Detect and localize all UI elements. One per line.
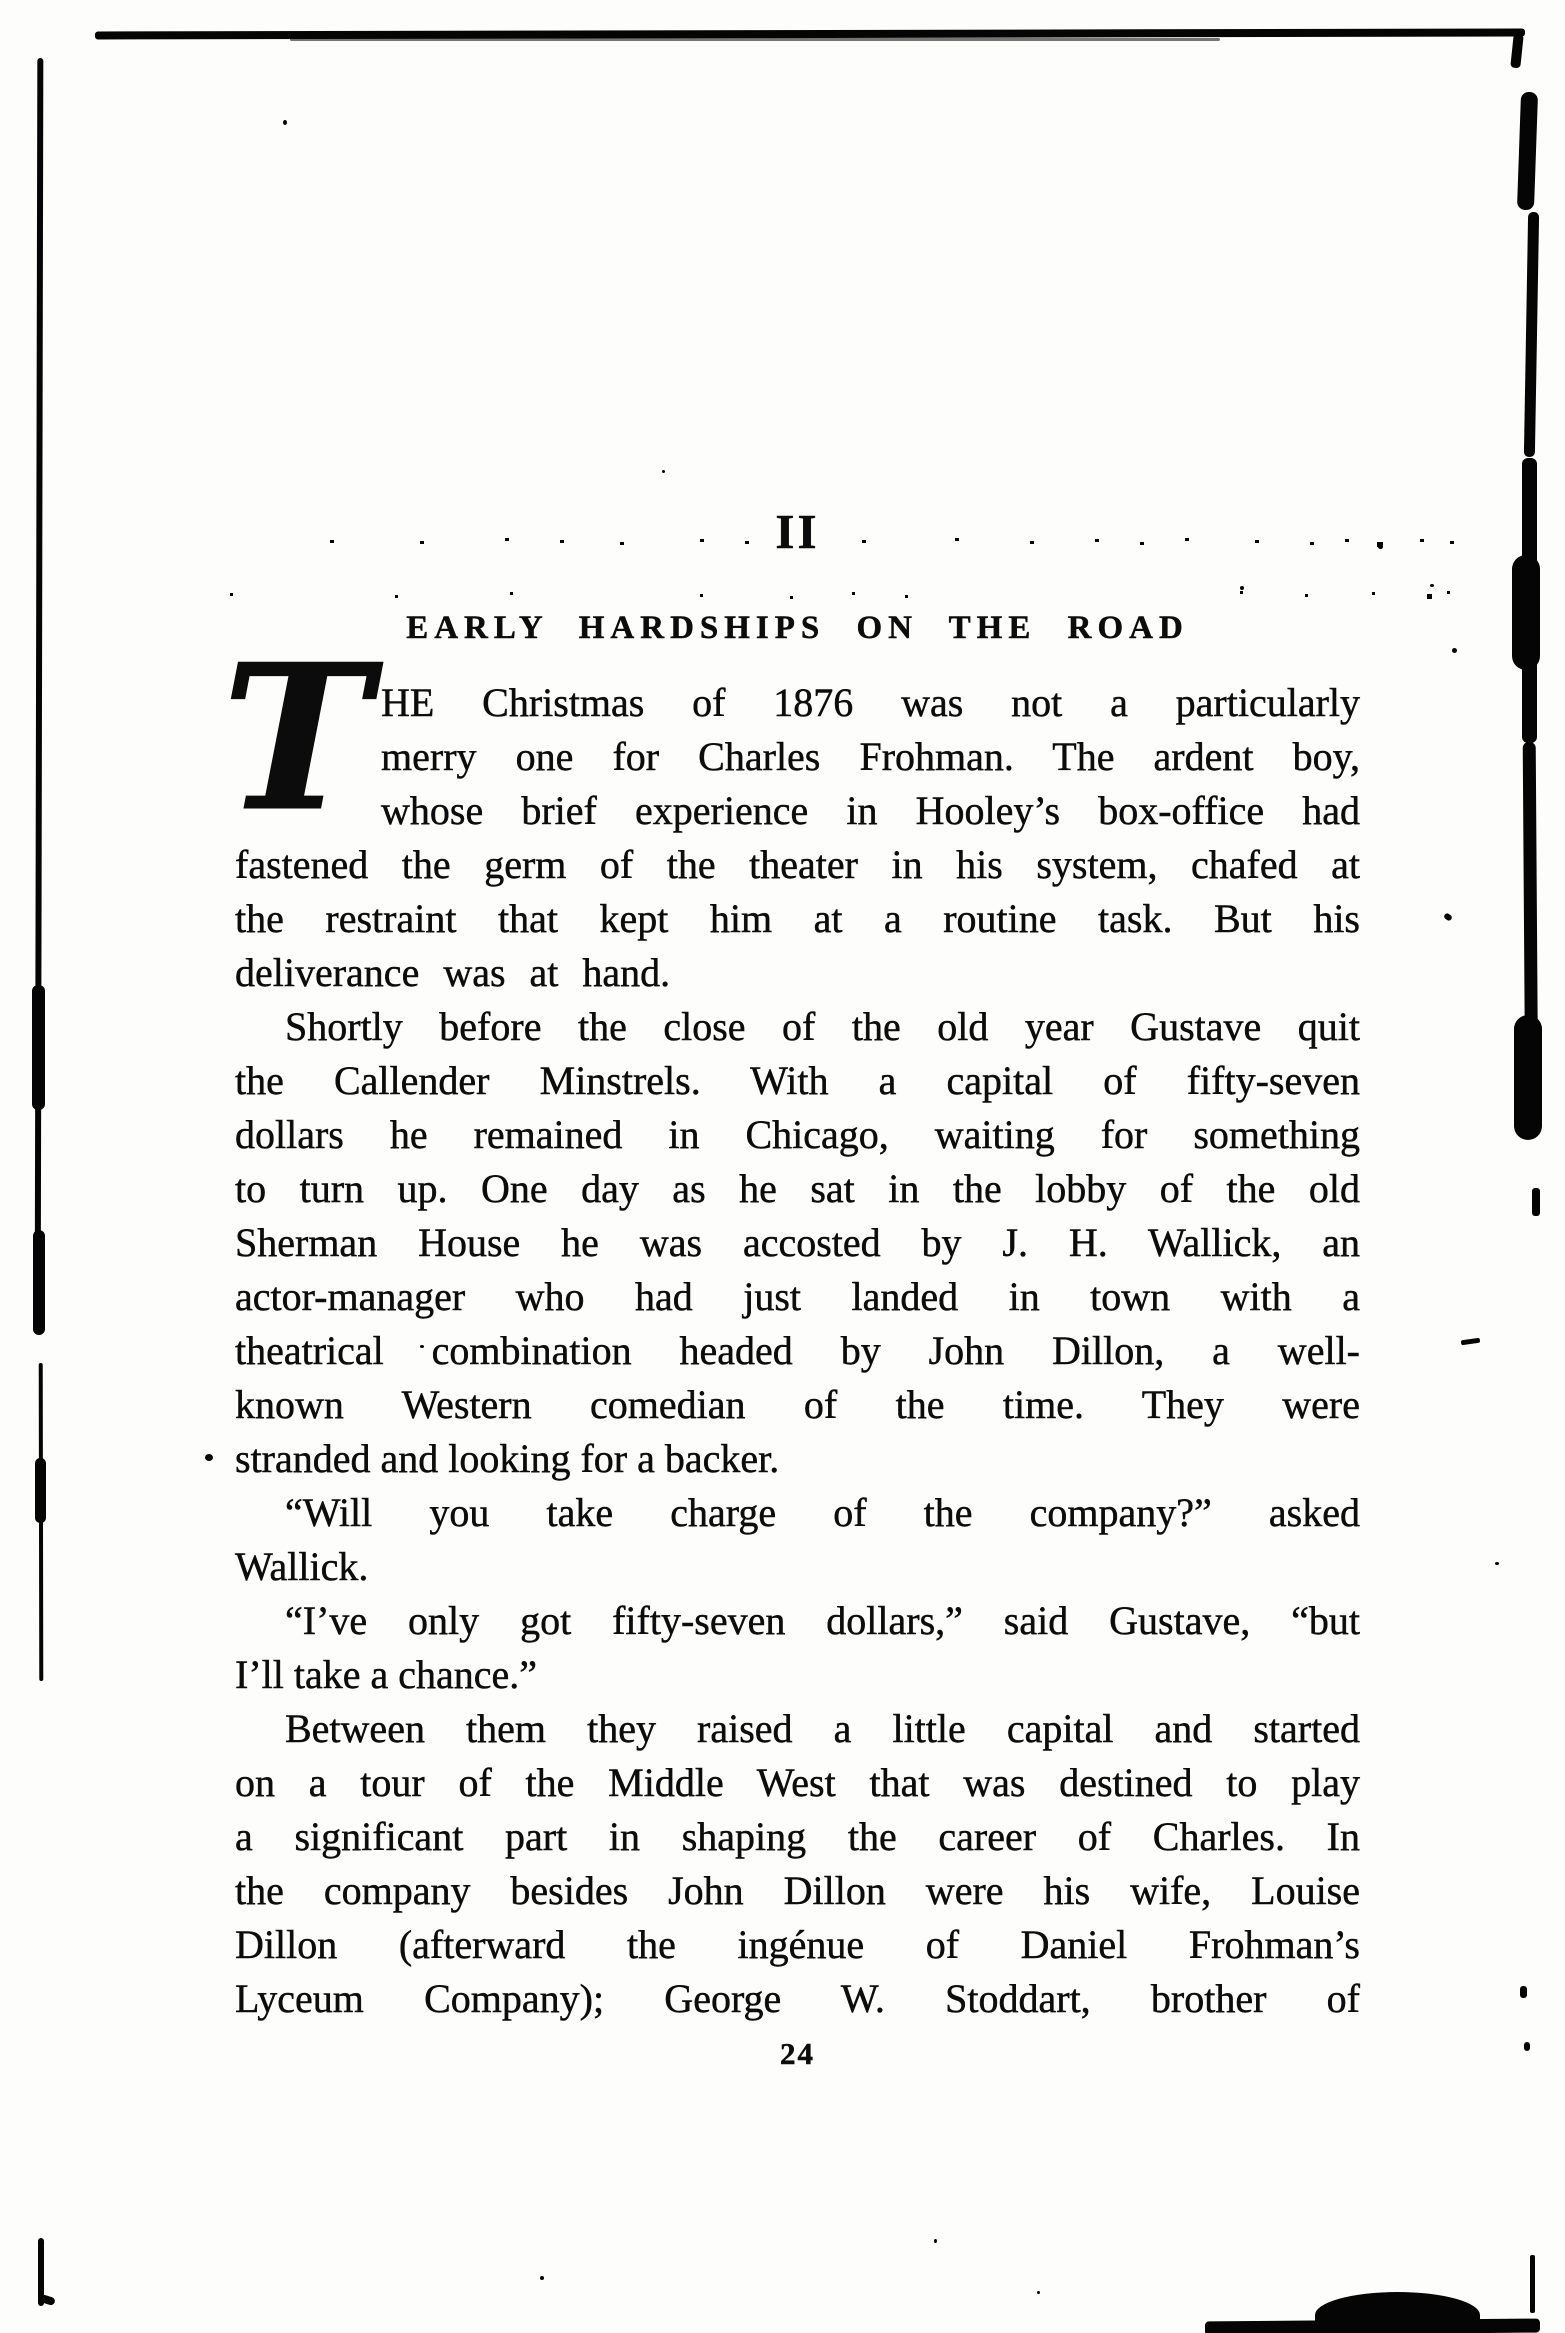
drop-cap-letter: T: [222, 621, 371, 856]
scan-left-edge-line: [35, 58, 44, 1333]
text-line: Shortly before the close of the old year Gustave quit: [285, 1004, 1360, 1049]
scan-right-edge-line: [1530, 2255, 1535, 2313]
text-line: “I’ve only got fifty-seven dollars,” said Gustave, “but: [285, 1598, 1360, 1643]
scan-speck: [540, 2276, 544, 2280]
text-line: Between them they raised a little capital and started: [285, 1706, 1360, 1751]
text-line: actor-manager who had just landed in town with a: [235, 1274, 1360, 1319]
scan-speck: [662, 470, 665, 473]
text-line: stranded and looking for a backer.: [235, 1436, 780, 1481]
chapter-number: II: [775, 504, 820, 559]
text-line: dollars he remained in Chicago, waiting for something: [235, 1112, 1360, 1157]
scan-right-edge-smudge: [1524, 212, 1539, 457]
text-line: Dillon (afterward the ingénue of Daniel Frohman’s: [235, 1922, 1360, 1967]
body-text-block: [235, 676, 1360, 2026]
text-line: Lyceum Company); George W. Stoddart, brother of: [235, 1976, 1360, 2021]
scan-speck: [283, 120, 287, 125]
scan-right-edge-smudge: [1517, 92, 1538, 211]
text-line: theatrical combination headed by John Dillon, a well-: [235, 1328, 1360, 1373]
text-line: Wallick.: [235, 1544, 369, 1589]
scan-right-edge-dash: [1461, 1338, 1481, 1346]
scan-speck: [205, 1454, 213, 1461]
text-line: the Callender Minstrels. With a capital of fifty-seven: [235, 1058, 1360, 1103]
text-line: fastened the germ of the theater in his system, chafed at: [235, 842, 1360, 887]
text-line: Sherman House he was accosted by J. H. Wallick, an: [235, 1220, 1360, 1265]
scan-speck: [934, 2239, 937, 2243]
text-line: to turn up. One day as he sat in the lobby of the old: [235, 1166, 1360, 1211]
text-line: the restraint that kept him at a routine task. But his: [235, 896, 1360, 941]
scan-right-edge-tick: [1524, 2042, 1530, 2051]
scan-top-rule-hook: [1510, 34, 1523, 69]
text-line: a significant part in shaping the career of Charles. In: [235, 1814, 1360, 1859]
scan-left-edge-blotch: [33, 1230, 45, 1335]
page-number: 24: [780, 2036, 815, 2071]
scan-left-edge-blotch: [32, 985, 45, 1110]
scan-right-edge-tick: [1520, 1986, 1527, 1998]
text-line: merry one for Charles Frohman. The ardent boy,: [381, 734, 1360, 779]
text-line: “Will you take charge of the company?” asked: [285, 1490, 1360, 1535]
text-line: deliverance was at hand.: [235, 950, 671, 995]
scan-speck: [1240, 586, 1244, 590]
scan-speck: [1495, 1562, 1499, 1565]
scan-right-edge-bulge: [1514, 1015, 1542, 1140]
text-line: on a tour of the Middle West that was destined to play: [235, 1760, 1360, 1805]
scan-right-edge-tick: [1532, 1188, 1540, 1216]
scan-speck: [1443, 912, 1453, 922]
scan-bottom-smudge-base: [1205, 2319, 1540, 2333]
text-line: HE Christmas of 1876 was not a particularly: [381, 680, 1360, 725]
scan-speck: [1378, 545, 1383, 549]
scan-speck: [1452, 648, 1457, 653]
scan-left-edge-blotch: [35, 1458, 46, 1523]
scan-speck: [1430, 584, 1434, 587]
text-line: the company besides John Dillon were his wife, Louise: [235, 1868, 1360, 1913]
scan-noise-row: [230, 593, 233, 596]
text-line: I’ll take a chance.”: [235, 1652, 538, 1697]
chapter-title: EARLY HARDSHIPS ON THE ROAD: [406, 610, 1189, 646]
text-line: known Western comedian of the time. They were: [235, 1382, 1360, 1427]
scan-right-edge-bulge: [1512, 555, 1540, 670]
scan-top-rule-fuzz: [290, 38, 1220, 41]
text-line: whose brief experience in Hooley’s box-office had: [381, 788, 1360, 833]
scan-speck: [1037, 2291, 1040, 2294]
